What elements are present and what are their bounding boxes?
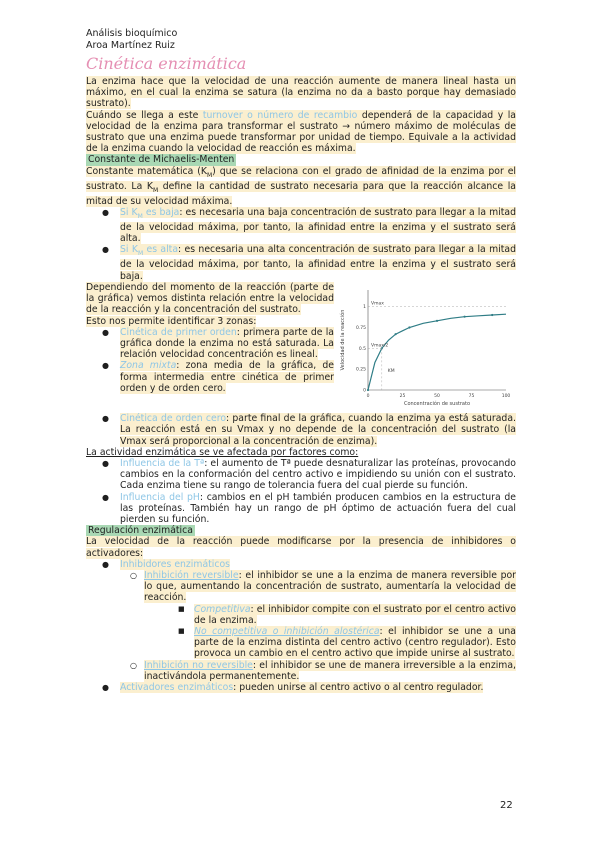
intro-paragraph-1: La enzima hace que la velocidad de una reacción aumente de manera lineal hasta un máximo, en el cual la enzima se satura (la enzima no da a basto porque hay demasiado sustrato). bbox=[86, 76, 516, 110]
y-tick-label: 0.25 bbox=[355, 367, 366, 373]
factors-list bbox=[86, 458, 516, 525]
km-list bbox=[86, 207, 516, 282]
intro-paragraph-2: Cuándo se llega a este turnover o número de recambio dependerá de la capacidad y la velocidad de la enzima para transformar el sustrato → número máximo de moléculas de sustrato que una enzima puede transformar por unidad de tiempo. Equivale a la actividad de la enzima cuando la velocidad de reacción es máxima. bbox=[86, 109, 516, 155]
y-axis-label: Velocidad de la reacción bbox=[340, 309, 346, 371]
michaelis-menten-chart bbox=[334, 282, 514, 410]
list-item-irreversible: ○ Inhibición no reversible: el inhibidor se une de manera irreversible a la enzima, inactivándola permanentemente. bbox=[86, 660, 516, 682]
annotation-half-vmax: Vmax/2 bbox=[371, 343, 389, 349]
y-tick-label: 0.75 bbox=[355, 325, 366, 331]
list-item-noncompetitive: ■ No competitiva o inhibición alostérica: el inhibidor se une a una parte de la enzima distinta del centro activo (centro regulador). Esto provoca un cambio en el centro activo que impide unirse al sustrato. bbox=[86, 626, 516, 660]
factors-intro: La actividad enzimática se ve afectada por factores como: bbox=[86, 446, 359, 458]
michaelis-paragraph-2: Dependiendo del momento de la reacción (parte de la gráfica) vemos distinta relación entre la velocidad de la reacción y la concentración del sustrato. bbox=[86, 281, 334, 316]
x-tick-label: 75 bbox=[468, 393, 475, 399]
regulation-paragraph: La velocidad de la reacción puede modificarse por la presencia de inhibidores o activadores: bbox=[86, 536, 516, 559]
inhibition-types-list bbox=[86, 570, 516, 682]
series-line bbox=[368, 314, 506, 390]
data-point bbox=[436, 320, 438, 322]
regulation-list bbox=[86, 559, 516, 693]
zones-with-chart bbox=[86, 282, 516, 413]
x-tick-label: 50 bbox=[434, 393, 440, 399]
michaelis-paragraph-3: Esto nos permite identificar 3 zonas: bbox=[86, 315, 257, 327]
data-point bbox=[395, 333, 397, 335]
header-subject: Análisis bioquímico bbox=[86, 28, 178, 39]
annotation-vmax: Vmax bbox=[371, 301, 384, 307]
header-author: Aroa Martínez Ruiz bbox=[86, 39, 175, 51]
section-heading-regulation: Regulación enzimática bbox=[88, 525, 193, 537]
data-point bbox=[491, 314, 493, 316]
annotation-km: KM bbox=[387, 368, 395, 374]
x-axis-label: Concentración de sustrato bbox=[403, 400, 471, 407]
data-point bbox=[408, 326, 410, 328]
list-item-competitive: ■ Competitiva: el inhibidor compite con el sustrato por el centro activo de la enzima. bbox=[86, 604, 516, 626]
x-tick-label: 100 bbox=[501, 393, 511, 399]
list-item-zone-3: ● Cinética de orden cero: parte final de la gráfica, cuando la enzima ya está saturada. La reacción está en su Vmax y no depende de la concentración del sustrato (la Vmax será proporcional a la concentración de enzima). bbox=[86, 413, 516, 447]
michaelis-paragraph-1: Constante matemática $(K_M)$ que se relaciona con el grado de afinidad de la enzima por el sustrato. La $K_M$ define la cantidad de sustrato necesaria para que la reacción alcance la mitad de su velocidad máxima. bbox=[86, 165, 516, 207]
list-item-km-high: ● Si $K_M$ es alta: es necesaria una alta concentración de sustrato para llegar a la mitad de la velocidad máxima, por tanto, la afinidad entre la enzima y el sustrato será baja. bbox=[86, 244, 516, 281]
page-number: 22 bbox=[500, 800, 513, 811]
list-item-inhibitors: ● Inhibidores enzimáticos ○ Inhibición reversible: el inhibidor se une a la enzima de manera reversible por lo que, aumentando la concentración de sustrato, aumentaría la velocidad de reacción. ■ Competitiva: el inhibidor compite con el sustrato por el centro activo de la enzima. ■ No competitiva o inhibición alostérica: el inhibidor se une a una parte de la enzima distinta del centro activo (centro regulador). Esto provoca un cambio en el centro activo que impide unirse al sustrato. ○ Inhibición no reversible: el inhibidor se une de manera irreversible a la enzima, inactivándola permanentemente. bbox=[86, 559, 516, 682]
turnover-term: turnover o número de recambio bbox=[202, 109, 358, 121]
x-tick-label: 0 bbox=[366, 393, 370, 399]
y-tick-label: 0 bbox=[363, 388, 366, 394]
zones-list-continued bbox=[86, 413, 516, 447]
reversible-types-list bbox=[86, 604, 516, 660]
michaelis-chart bbox=[334, 282, 516, 413]
list-item-activators: ● Activadores enzimáticos: pueden unirse al centro activo o al centro regulador. bbox=[86, 682, 516, 693]
list-item-km-low: ● Si $K_M$ es baja: es necesaria una baja concentración de sustrato para llegar a la mitad de la velocidad máxima, por tanto, la afinidad entre la enzima y el sustrato será alta. bbox=[86, 207, 516, 244]
zones-list bbox=[86, 327, 334, 394]
x-tick-label: 25 bbox=[399, 393, 406, 399]
data-point bbox=[367, 389, 369, 391]
list-item-reversible: ○ Inhibición reversible: el inhibidor se une a la enzima de manera reversible por lo que, aumentando la concentración de sustrato, aumentaría la velocidad de reacción. ■ Competitiva: el inhibidor compite con el sustrato por el centro activo de la enzima. ■ No competitiva o inhibición alostérica: el inhibidor se une a una parte de la enzima distinta del centro activo (centro regulador). Esto provoca un cambio en el centro activo que impide unirse al sustrato. bbox=[86, 570, 516, 660]
list-item-zone-2: ● Zona mixta: zona media de la gráfica, de forma intermedia entre cinética de primer orden y de orden cero. bbox=[86, 360, 334, 394]
y-tick-label: 0.5 bbox=[358, 346, 366, 352]
document-page bbox=[86, 28, 516, 693]
data-point bbox=[464, 315, 466, 317]
y-tick-label: 1 bbox=[363, 305, 366, 311]
section-heading-michaelis: Constante de Michaelis-Menten bbox=[88, 154, 235, 166]
page-title: Cinética enzimática bbox=[86, 54, 247, 73]
list-item-ph: ● Influencia del pH: cambios en el pH también producen cambios en la estructura de las proteínas. También hay un rango de pH óptimo de actuación fuera del cual pierden su función. bbox=[86, 492, 516, 526]
list-item-zone-1: ● Cinética de primer orden: primera parte de la gráfica donde la enzima no está saturada. La relación velocidad concentración es lineal. bbox=[86, 327, 334, 361]
list-item-temperature: ● Influencia de la Tª: el aumento de Tª puede desnaturalizar las proteínas, provocando cambios en la conformación del centro activo e impidiendo su unión con el sustrato. Cada enzima tiene su rango de tolerancia fuera del cual pierde su función. bbox=[86, 458, 516, 492]
